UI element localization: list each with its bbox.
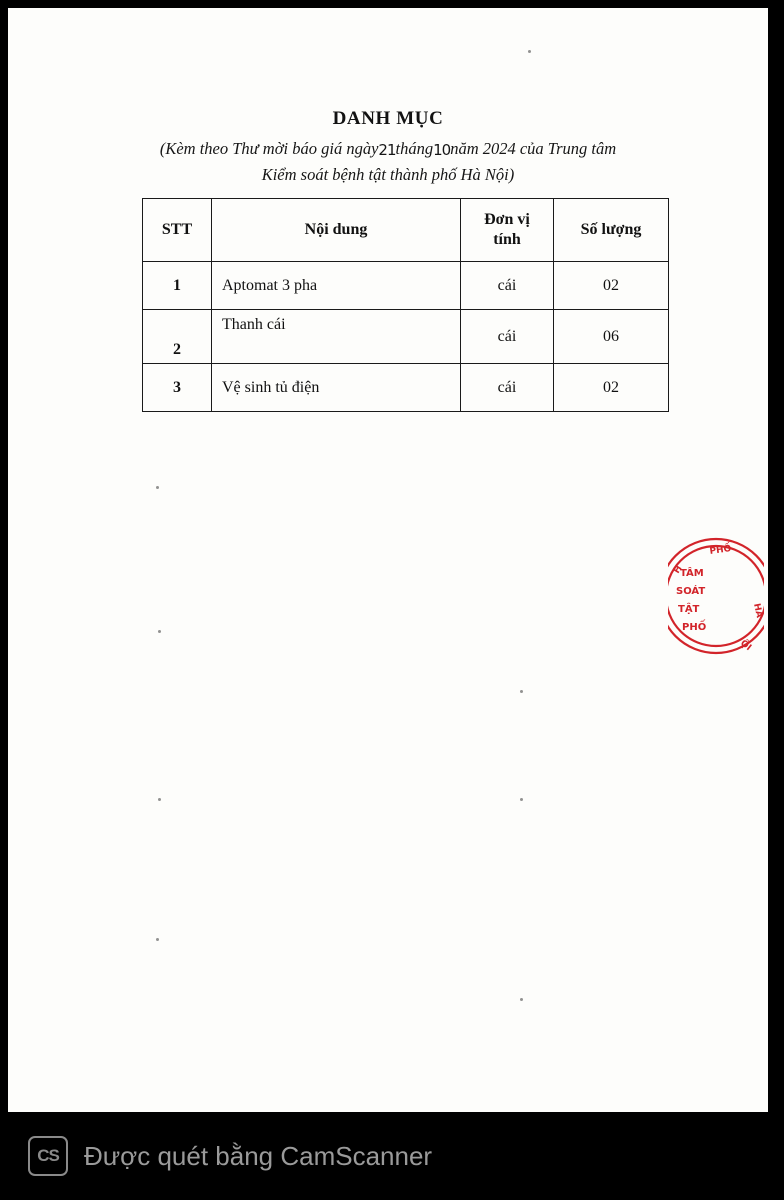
cell-content: Thanh cái bbox=[212, 310, 461, 364]
scan-speck bbox=[520, 798, 523, 801]
catalog-table-wrapper bbox=[142, 198, 664, 412]
table-body bbox=[143, 262, 669, 412]
table-row bbox=[143, 310, 669, 364]
handwritten-month: 10 bbox=[433, 141, 451, 159]
svg-text:ỘI: ỘI bbox=[738, 638, 753, 654]
scan-speck bbox=[158, 630, 161, 633]
subtitle-text-post: năm 2024 của Trung tâm bbox=[450, 139, 617, 158]
header-unit-line1: Đơn vị bbox=[484, 211, 530, 228]
header-quantity: Số lượng bbox=[554, 199, 669, 262]
subtitle-text-mid: tháng bbox=[395, 139, 434, 158]
svg-text:TẬT: TẬT bbox=[678, 604, 700, 615]
cell-unit: cái bbox=[461, 310, 554, 364]
cell-stt: 1 bbox=[143, 262, 212, 310]
table-row bbox=[143, 364, 669, 412]
cell-content: Aptomat 3 pha bbox=[212, 262, 461, 310]
official-stamp bbox=[668, 536, 764, 656]
cell-quantity: 06 bbox=[554, 310, 669, 364]
scan-speck bbox=[520, 998, 523, 1001]
cell-stt: 2 bbox=[143, 310, 212, 364]
cell-stt: 3 bbox=[143, 364, 212, 412]
svg-text:HÀ: HÀ bbox=[751, 602, 764, 619]
cell-quantity: 02 bbox=[554, 364, 669, 412]
header-stt: STT bbox=[143, 199, 212, 262]
cell-quantity: 02 bbox=[554, 262, 669, 310]
handwritten-day: 21 bbox=[378, 141, 396, 159]
scan-speck bbox=[158, 798, 161, 801]
cell-unit: cái bbox=[461, 262, 554, 310]
svg-text:TÂM: TÂM bbox=[680, 568, 704, 579]
scan-speck bbox=[156, 486, 159, 489]
cell-unit: cái bbox=[461, 364, 554, 412]
scan-speck bbox=[156, 938, 159, 941]
subtitle-text-pre: (Kèm theo Thư mời báo giá ngày bbox=[159, 139, 379, 158]
camscanner-logo-icon: CS bbox=[28, 1136, 68, 1176]
svg-text:PHỐ: PHỐ bbox=[709, 544, 732, 557]
scan-speck bbox=[528, 50, 531, 53]
subtitle-line2: Kiểm soát bệnh tật thành phố Hà Nội) bbox=[261, 165, 515, 184]
catalog-table bbox=[142, 198, 669, 412]
camscanner-watermark-text: Được quét bằng CamScanner bbox=[84, 1140, 433, 1171]
document-subtitle bbox=[8, 136, 768, 188]
header-content: Nội dung bbox=[212, 199, 461, 262]
header-unit-line2: tính bbox=[493, 231, 521, 248]
document-page bbox=[8, 8, 768, 1112]
svg-text:PHỐ: PHỐ bbox=[682, 622, 707, 633]
camscanner-watermark-bar bbox=[0, 1112, 784, 1200]
svg-text:H: H bbox=[672, 563, 685, 576]
table-row bbox=[143, 262, 669, 310]
scan-speck bbox=[520, 690, 523, 693]
cell-content: Vệ sinh tủ điện bbox=[212, 364, 461, 412]
page-title: DANH MỤC bbox=[332, 108, 444, 129]
header-unit bbox=[461, 199, 554, 262]
table-header bbox=[143, 199, 669, 262]
svg-text:SOÁT: SOÁT bbox=[676, 586, 706, 597]
table-header-row bbox=[143, 199, 669, 262]
